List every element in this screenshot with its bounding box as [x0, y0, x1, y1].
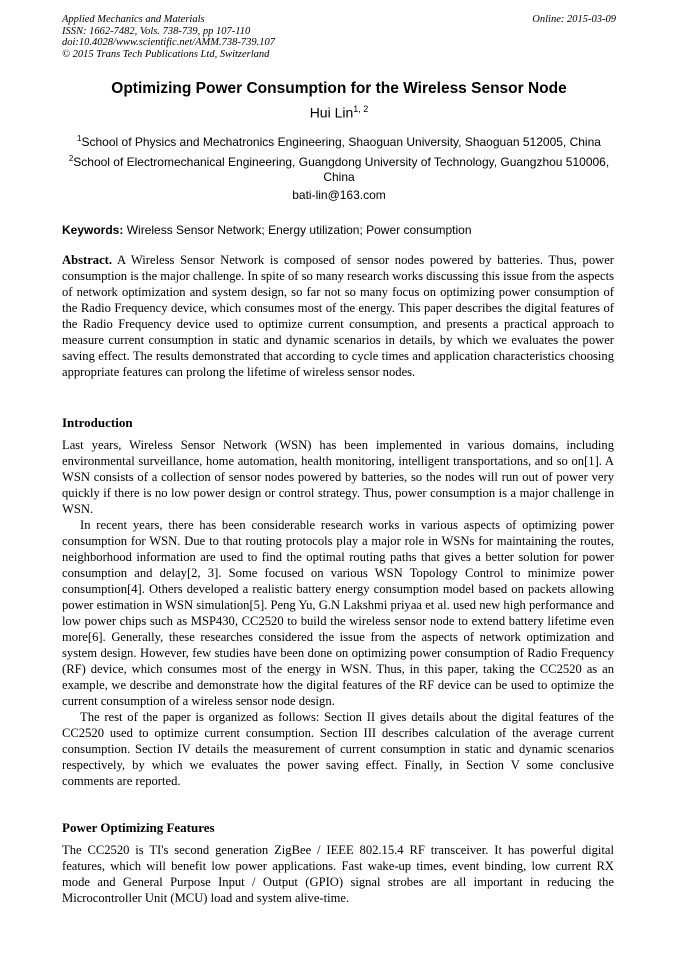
introduction-body [62, 437, 614, 789]
author-sup: 1, 2 [353, 104, 369, 114]
author [40, 104, 638, 121]
power-body [62, 842, 614, 906]
affiliation-2-sup: 2 [68, 154, 74, 163]
introduction-paragraph-3: The rest of the paper is organized as follows: Section II gives details about the digital features of the CC2520 used to optimize current consumption. Section III describes calculation of the average current consumption. Section IV details the measurement of current consumption in static and dynamic scenarios respectively, by which we evaluates the power saving effect. Finally, in Section V some conclusive comments are reported. [62, 710, 614, 788]
abstract [62, 252, 614, 380]
affiliation-1 [62, 131, 616, 150]
affiliation-2 [62, 151, 616, 185]
power-paragraph-1: The CC2520 is TI's second generation ZigBee / IEEE 802.15.4 RF transceiver. It has powerful digital features, which will benefit low power applications. Fast wake-up times, event binding, low current RX mode and General Purpose Input / Output (GPIO) signal strobes are all important in reducing the Microcontroller Unit (MCU) load and system alive-time. [62, 843, 614, 905]
copyright-line: © 2015 Trans Tech Publications Ltd, Switzerland [62, 48, 270, 60]
keywords-label: Keywords: [62, 223, 124, 237]
keywords [62, 223, 616, 237]
journal-name: Applied Mechanics and Materials [62, 14, 205, 25]
issn-line: ISSN: 1662-7482, Vols. 738-739, pp 107-110 [62, 25, 251, 37]
author-email: bati-lin@163.com [292, 188, 386, 202]
author-name: Hui Lin [309, 104, 354, 121]
introduction-paragraph-2: In recent years, there has been considerable research works in various aspects of optimizing power consumption for WSN. Due to that routing protocols play a major role in WSNs for maintaining the routes, neighborhood information are used to find the optimal routing paths that gives a better solution for power consumption and delay[2, 3]. Some focused on various WSN Topology Control to minimize power consumption[4]. Others developed a realistic battery energy consumption model based on packets allowing power estimation in WSN simulation[5]. Peng Yu, G.N Lakshmi priyaa et al. used new high performance and low power chips such as MSP430, CC2520 to build the wireless sensor node to extend battery lifetime even more[6]. Generally, these researches considered the issue from the aspects of network optimization and system design. However, few studies have been done on optimizing power consumption of Radio Frequency (RF) device, which consumes most of the energy in WSN. Thus, in this paper, taking the CC2520 as an example, we describe and demonstrate how the digital features of the RF device can be used to optimize the current consumption of a wireless sensor node design. [62, 518, 614, 708]
abstract-text: A Wireless Sensor Network is composed of sensor nodes powered by batteries. Thus, power consumption is the major challenge. In spite of so many research works discussing this issue from the aspects of network optimization and system design, so far not so many focus on optimizing power consumption of the Radio Frequency device, which consumes most of the energy. This paper describes the digital features of the Radio Frequency device used to optimize current consumption, and presents a practical approach to measure current consumption in static and dynamic scenarios in details, by which we evaluates the power saving effect. The results demonstrated that according to cycle times and application characteristics choosing appropriate features can prolong the lifetime of wireless sensor nodes. [62, 253, 614, 379]
affiliation-1-sup: 1 [77, 134, 82, 143]
abstract-label: Abstract. [62, 253, 113, 267]
running-header [62, 14, 616, 60]
affiliation-1-text: School of Physics and Mechatronics Engineering, Shaoguan University, Shaoguan 512005, China [81, 135, 601, 149]
paper-title: Optimizing Power Consumption for the Wireless Sensor Node [111, 80, 567, 97]
keywords-text: Wireless Sensor Network; Energy utilization; Power consumption [126, 223, 472, 237]
section-heading-introduction: Introduction [62, 415, 133, 430]
online-date: Online: 2015-03-09 [532, 14, 616, 25]
doi-line: doi:10.4028/www.scientific.net/AMM.738-739.107 [62, 37, 275, 48]
section-heading-power: Power Optimizing Features [62, 820, 215, 835]
introduction-paragraph-1: Last years, Wireless Sensor Network (WSN) has been implemented in various domains, including environmental surveillance, home automation, health monitoring, intelligent transportations, and so on[1]. A WSN consists of a collection of sensor nodes powered by batteries, so the nodes will run out of power very quickly if there is no low power design or control strategy. Thus, power consumption is a major challenge in WSN. [62, 438, 614, 516]
affiliation-2-text: School of Electromechanical Engineering, Guangdong University of Technology, Guangzhou 510006, China [73, 155, 610, 184]
